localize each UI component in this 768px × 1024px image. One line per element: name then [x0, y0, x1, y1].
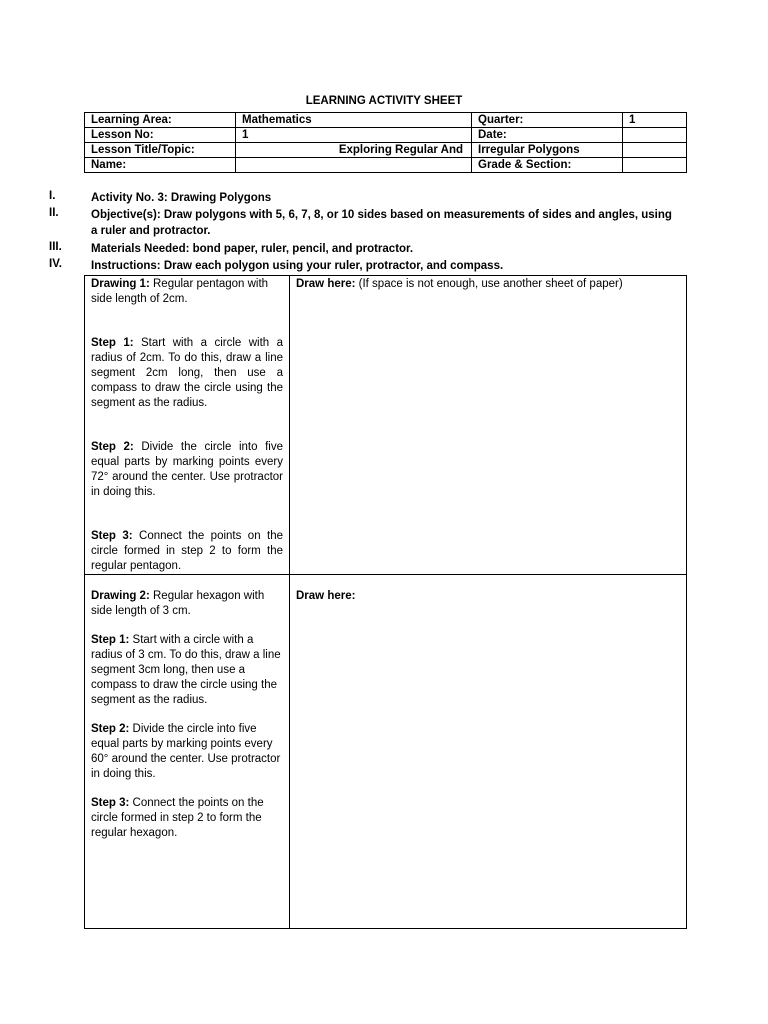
drawing-2-label: Drawing 2: — [91, 590, 150, 602]
activity-table — [84, 275, 687, 929]
lesson-title-part2: Irregular Polygons — [472, 143, 623, 158]
header-row-lesson-title — [85, 143, 687, 158]
step-label: Step 1: — [91, 337, 134, 349]
draw-here-label: Draw here: — [296, 590, 356, 602]
step-text: Connect the points on the circle formed in step 2 to form the regular pentagon. — [91, 530, 283, 572]
drawing-1-instructions — [85, 276, 290, 575]
lesson-no-label: Lesson No: — [85, 128, 236, 143]
quarter-value: 1 — [623, 113, 687, 128]
grade-section-label: Grade & Section: — [472, 158, 623, 173]
date-label: Date: — [472, 128, 623, 143]
drawing-1-step-2 — [91, 440, 283, 500]
draw-here-note: (If space is not enough, use another sheet of paper) — [358, 278, 623, 290]
step-label: Step 3: — [91, 530, 133, 542]
step-label: Step 1: — [91, 634, 130, 646]
header-row-learning-area — [85, 113, 687, 128]
step-text: Start with a circle with a radius of 2cm. To do this, draw a line segment 2cm long, then use a compass to draw the circle using the segment as the radius. — [91, 337, 283, 409]
section-numeral: II. — [49, 207, 59, 219]
drawing-2-instructions — [85, 575, 290, 929]
section-text: Objective(s): Draw polygons with 5, 6, 7, 8, or 10 sides based on measurements of sides and angles, using a ruler and protractor. — [91, 209, 672, 237]
drawing-2-step-3 — [91, 796, 283, 841]
step-text: Start with a circle with a radius of 3 cm. To do this, draw a line segment 3cm long, then use a compass to draw the circle using the segment as the radius. — [91, 634, 281, 706]
section-numeral: III. — [49, 241, 62, 253]
header-table — [84, 112, 687, 173]
drawing-2-heading — [91, 589, 283, 619]
grade-section-field[interactable] — [623, 158, 687, 173]
date-field[interactable] — [623, 128, 687, 143]
drawing-1-step-3 — [91, 529, 283, 574]
lesson-no-value: 1 — [236, 128, 472, 143]
drawing-2-row — [85, 575, 687, 929]
drawing-1-step-1 — [91, 336, 283, 411]
drawing-1-row — [85, 276, 687, 575]
section-numeral: IV. — [49, 258, 63, 270]
drawing-1-draw-area[interactable] — [290, 276, 687, 575]
step-text: Divide the circle into five equal parts by marking points every 72° around the center. Use protractor in doing this. — [91, 441, 283, 498]
step-text: Divide the circle into five equal parts by marking points every 60° around the center. Use protractor in doing this. — [91, 723, 281, 780]
quarter-label: Quarter: — [472, 113, 623, 128]
header-row-lesson-no — [85, 128, 687, 143]
section-numeral: I. — [49, 190, 56, 202]
name-label: Name: — [85, 158, 236, 173]
drawing-1-desc: Regular pentagon with side length of 2cm. — [91, 278, 269, 305]
section-text: Instructions: Draw each polygon using your ruler, protractor, and compass. — [91, 260, 504, 272]
draw-here-label: Draw here: — [296, 278, 356, 290]
step-label: Step 2: — [91, 441, 134, 453]
drawing-2-draw-area[interactable] — [290, 575, 687, 929]
drawing-2-desc: Regular hexagon with side length of 3 cm. — [91, 590, 265, 617]
drawing-1-heading — [91, 277, 283, 307]
lesson-title-label: Lesson Title/Topic: — [85, 143, 236, 158]
section-text: Materials Needed: bond paper, ruler, pencil, and protractor. — [91, 243, 414, 255]
drawing-1-label: Drawing 1: — [91, 278, 150, 290]
step-text: Connect the points on the circle formed in step 2 to form the regular hexagon. — [91, 797, 264, 839]
learning-area-label: Learning Area: — [85, 113, 236, 128]
step-label: Step 2: — [91, 723, 130, 735]
name-field[interactable] — [236, 158, 472, 173]
step-label: Step 3: — [91, 797, 130, 809]
drawing-2-step-1 — [91, 633, 283, 708]
drawing-2-step-2 — [91, 722, 283, 782]
learning-area-value: Mathematics — [236, 113, 472, 128]
header-row-name — [85, 158, 687, 173]
lesson-title-part1: Exploring Regular And — [236, 143, 472, 158]
lesson-title-blank — [623, 143, 687, 158]
section-text: Activity No. 3: Drawing Polygons — [91, 192, 272, 204]
sheet-title: LEARNING ACTIVITY SHEET — [305, 95, 463, 107]
